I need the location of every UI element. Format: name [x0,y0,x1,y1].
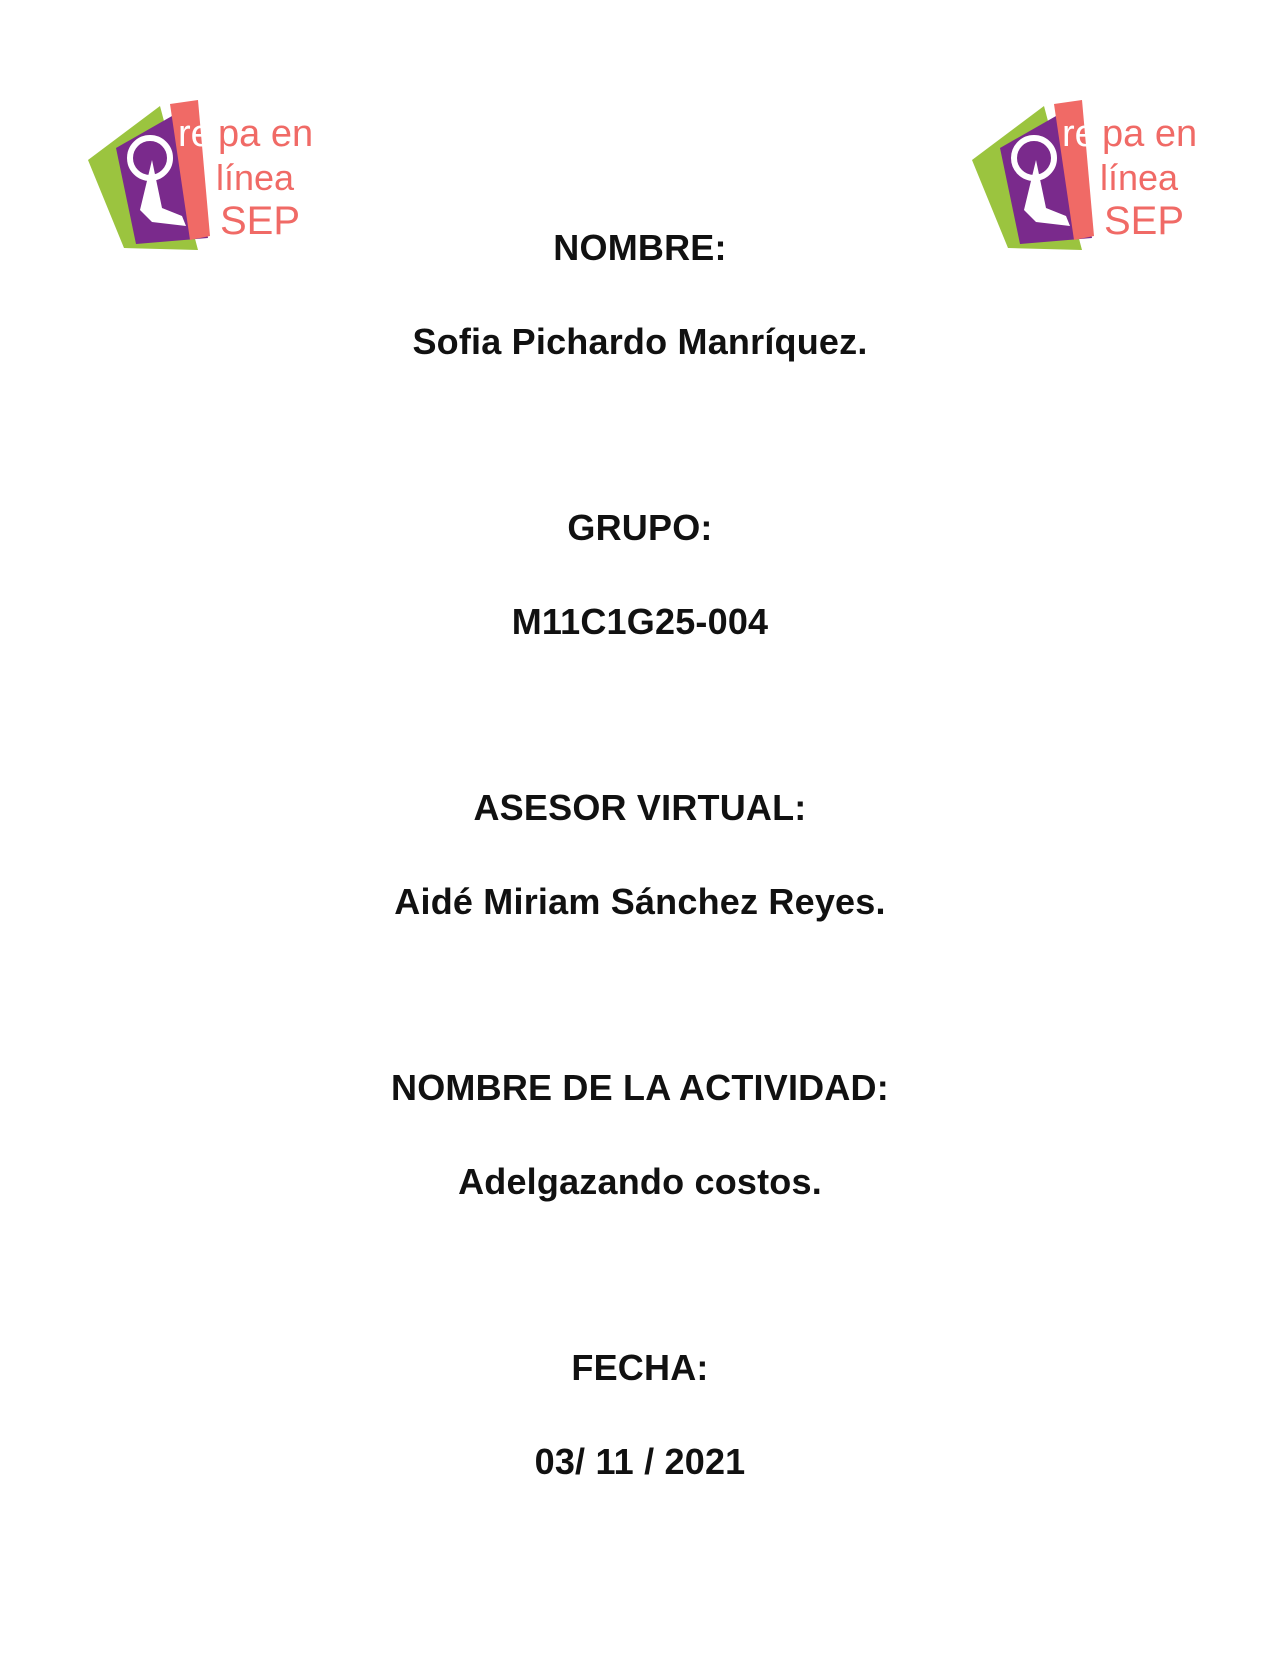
nombre-label: NOMBRE: [553,227,727,268]
grupo-value: M11C1G25-004 [511,601,769,642]
svg-text:línea: línea [216,157,295,198]
fecha-value: 03/ 11 / 2021 [534,1441,746,1482]
actividad-label: NOMBRE DE LA ACTIVIDAD: [391,1067,889,1108]
asesor-value: Aidé Miriam Sánchez Reyes. [394,881,886,922]
svg-text:línea: línea [1100,157,1179,198]
nombre-value: Sofia Pichardo Manríquez. [412,321,868,362]
actividad-value: Adelgazando costos. [458,1161,822,1202]
svg-text:re: re [178,113,212,155]
svg-text:pa en: pa en [1102,113,1198,155]
grupo-label: GRUPO: [567,507,713,548]
svg-text:re: re [1062,113,1096,155]
svg-text:pa en: pa en [218,113,314,155]
svg-text:SEP: SEP [220,199,301,243]
svg-text:SEP: SEP [1104,199,1185,243]
asesor-label: ASESOR VIRTUAL: [473,787,807,828]
fecha-label: FECHA: [571,1347,709,1388]
